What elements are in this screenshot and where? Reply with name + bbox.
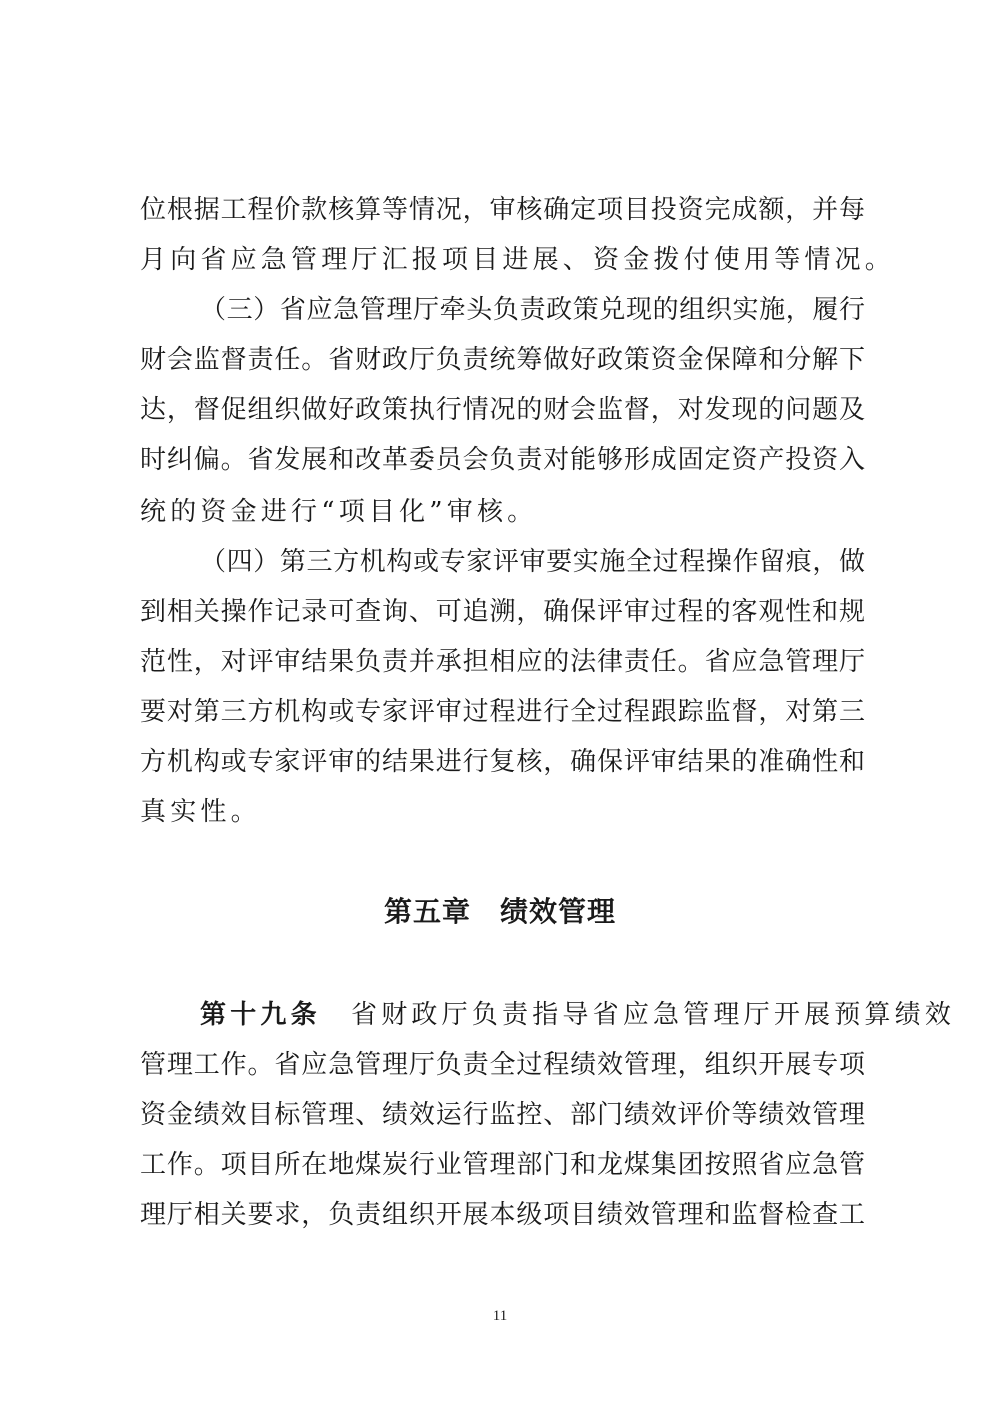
paragraph-line: 要对第三方机构或专家评审过程进行全过程跟踪监督，对第三 bbox=[140, 697, 865, 727]
chapter-heading: 第五章 绩效管理 bbox=[383, 895, 616, 928]
paragraph-line: 资金绩效目标管理、绩效运行监控、部门绩效评价等绩效管理 bbox=[140, 1100, 865, 1130]
paragraph-line: （四）第三方机构或专家评审要实施全过程操作留痕，做 bbox=[200, 547, 865, 577]
paragraph-line: 范性，对评审结果负责并承担相应的法律责任。省应急管理厅 bbox=[140, 647, 865, 677]
paragraph-line: 方机构或专家评审的结果进行复核，确保评审结果的准确性和 bbox=[140, 747, 865, 777]
paragraph-line: 到相关操作记录可查询、可追溯，确保评审过程的客观性和规 bbox=[140, 597, 865, 627]
paragraph-line: 达，督促组织做好政策执行情况的财会监督，对发现的问题及 bbox=[140, 395, 865, 425]
article-label: 第十九条 bbox=[200, 1000, 321, 1030]
paragraph-line: 管理工作。省应急管理厅负责全过程绩效管理，组织开展专项 bbox=[140, 1050, 865, 1080]
paragraph-line: 工作。项目所在地煤炭行业管理部门和龙煤集团按照省应急管 bbox=[140, 1150, 865, 1180]
paragraph-line: 省财政厅负责指导省应急管理厅开展预算绩效 bbox=[320, 1000, 956, 1030]
paragraph-line: 真实性。 bbox=[140, 797, 261, 827]
paragraph-line: 月向省应急管理厅汇报项目进展、资金拨付使用等情况。 bbox=[140, 245, 896, 275]
paragraph-line: （三）省应急管理厅牵头负责政策兑现的组织实施，履行 bbox=[200, 295, 865, 325]
paragraph-line: 理厅相关要求，负责组织开展本级项目绩效管理和监督检查工 bbox=[140, 1200, 865, 1230]
paragraph-line: 位根据工程价款核算等情况，审核确定项目投资完成额，并每 bbox=[140, 195, 865, 225]
paragraph-line: 统的资金进行“项目化”审核。 bbox=[140, 497, 538, 527]
page-number: 11 bbox=[492, 1308, 508, 1324]
paragraph-line: 财会监督责任。省财政厅负责统筹做好政策资金保障和分解下 bbox=[140, 345, 865, 375]
paragraph-line: 时纠偏。省发展和改革委员会负责对能够形成固定资产投资入 bbox=[140, 445, 865, 475]
article-first-line bbox=[200, 1000, 956, 1030]
